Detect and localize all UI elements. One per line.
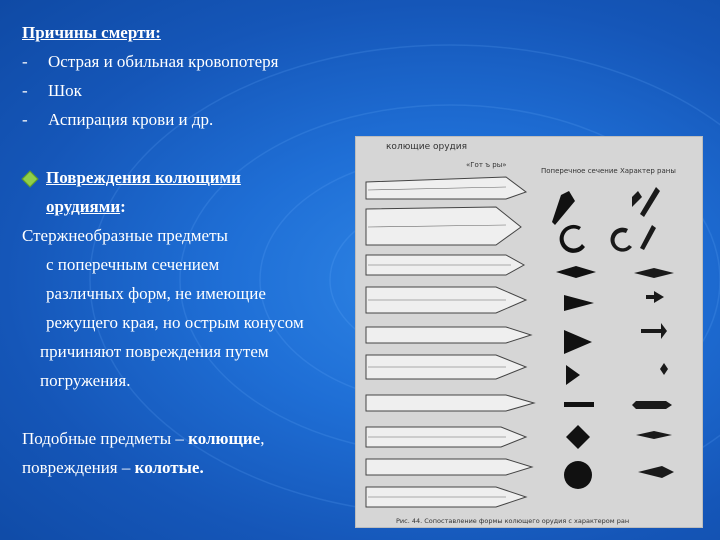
summary-prefix: повреждения – — [22, 458, 135, 477]
stabbing-weapons-figure — [356, 137, 702, 527]
cause-text: Острая и обильная кровопотеря — [48, 52, 279, 71]
body-line: причиняют повреждения путем — [40, 342, 269, 361]
figure-header-right: Поперечное сечение Характер раны — [541, 167, 676, 175]
cause-text: Шок — [48, 81, 82, 100]
cause-item — [22, 105, 362, 134]
text-block — [22, 18, 362, 482]
body-line: различных форм, не имеющие — [46, 284, 266, 303]
figure-header-left: колющие орудия — [386, 142, 468, 152]
body-line: Стержнеобразные предметы — [22, 226, 228, 245]
figure-caption: Рис. 44. Сопоставление формы колющего орудия с характером ран — [396, 517, 630, 525]
body-line: режущего края, но острым конусом — [46, 313, 304, 332]
dash-marker: - — [22, 110, 28, 129]
dash-marker: - — [22, 52, 28, 71]
summary-line1 — [22, 424, 362, 453]
heading-colon: : — [120, 197, 126, 216]
summary-suffix: , — [260, 429, 265, 448]
cause-text: Аспирация крови и др. — [48, 110, 214, 129]
causes-title: Причины смерти: — [22, 23, 161, 42]
summary-bold: колотые. — [134, 458, 204, 477]
body-line: с поперечным сечением — [46, 255, 220, 274]
heading-line1: Повреждения колющими — [46, 168, 241, 187]
summary-bold: колющие — [188, 429, 261, 448]
section-heading-line2 — [22, 192, 362, 221]
dash-marker: - — [22, 81, 28, 100]
cause-item — [22, 47, 362, 76]
diamond-bullet-icon — [22, 170, 39, 187]
body-line: погружения. — [40, 371, 131, 390]
figure-drawing — [356, 137, 702, 527]
cause-item — [22, 76, 362, 105]
figure-header-left-sub: «Гот ъ ры» — [466, 161, 507, 169]
summary-line2 — [22, 453, 362, 482]
section-heading — [22, 163, 362, 192]
heading-line2-underlined: орудиями — [46, 197, 121, 216]
summary-prefix: Подобные предметы – — [22, 429, 189, 448]
